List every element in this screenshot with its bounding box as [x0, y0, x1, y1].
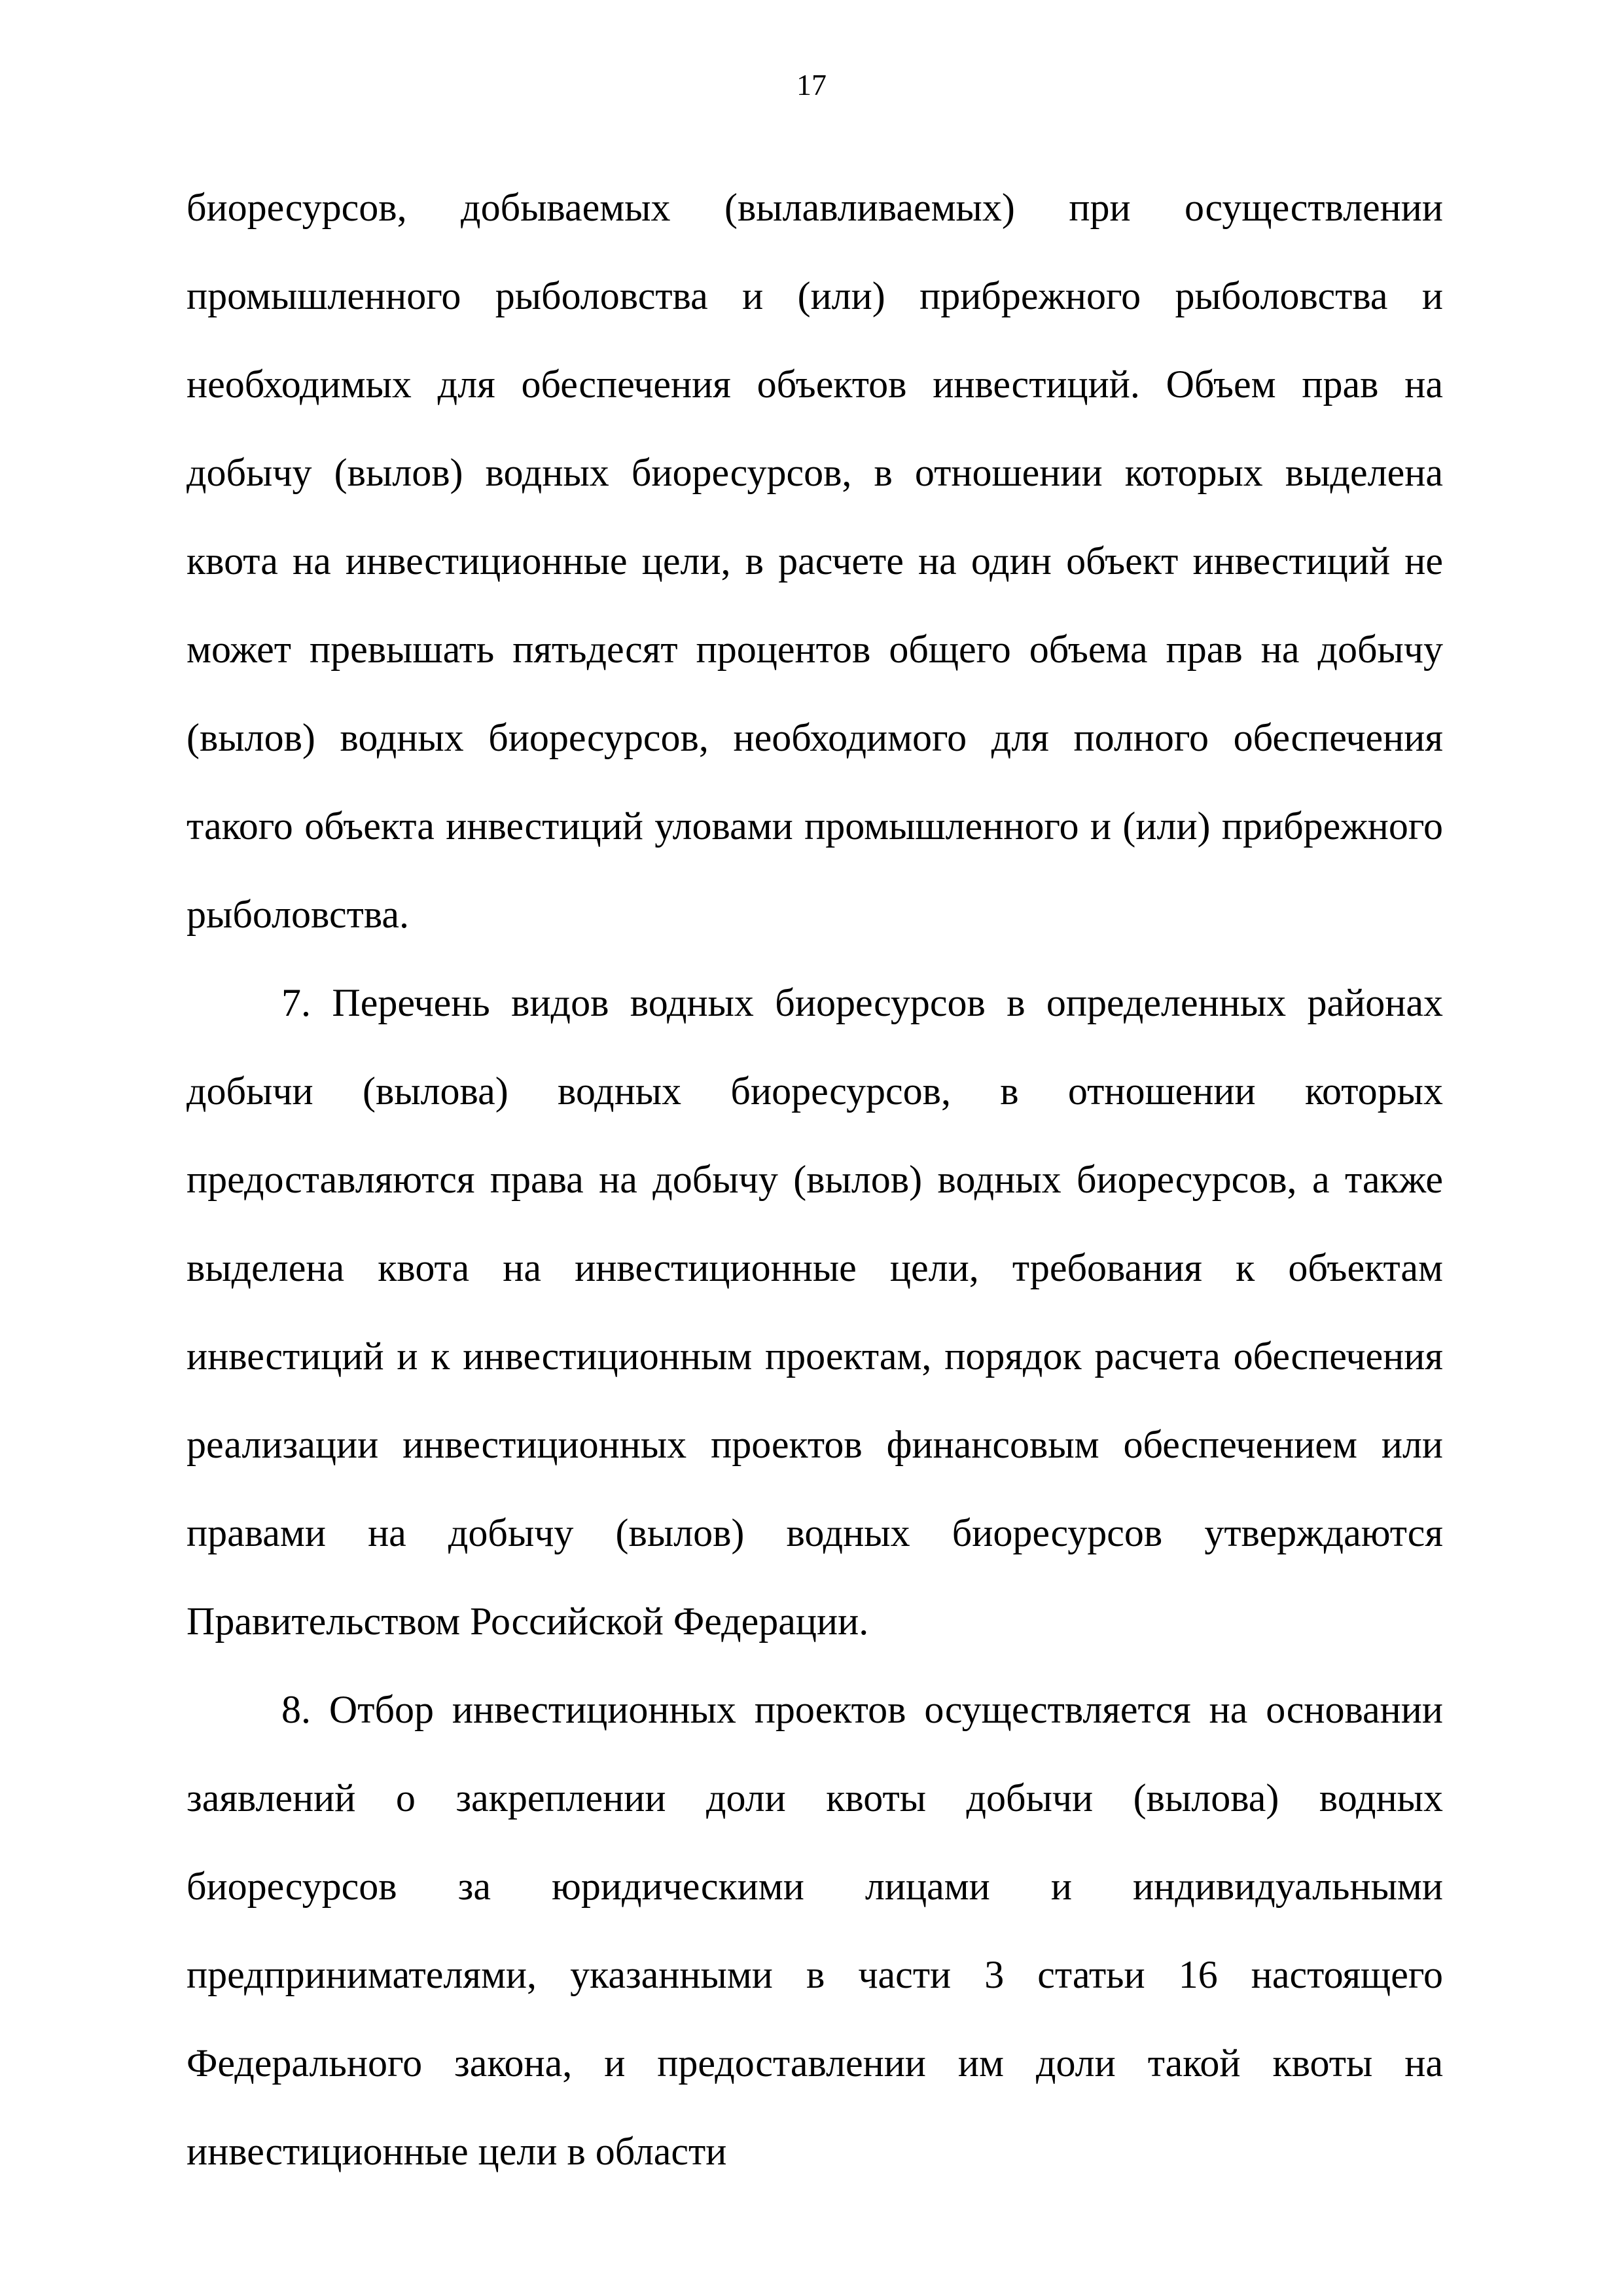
paragraph-number: 8.: [281, 1688, 311, 1731]
paragraph-text: Перечень видов водных биоресурсов в определенных районах добычи (вылова) водных биоресурсов, в отношении которых предоставляются права на добычу (вылов) водных биоресурсов, а также выделена квота на инвестиционные цели, требования к объектам инвестиций и к инвестиционным проектам, порядок расчета обеспечения реализации инвестиционных проектов финансовым обеспечением или правами на добычу (вылов) водных биоресурсов утверждаются Правительством Российской Федерации.: [187, 981, 1443, 1643]
paragraph-item-8: [187, 1666, 1443, 2196]
paragraph-number: 7.: [281, 981, 311, 1024]
document-body: [187, 164, 1443, 2196]
page-number: 17: [796, 68, 827, 101]
paragraph-item-7: [187, 959, 1443, 1666]
paragraph-text: биоресурсов, добываемых (вылавливаемых) при осуществлении промышленного рыболовства и (или) прибрежного рыболовства и необходимых для обеспечения объектов инвестиций. Объем прав на добычу (вылов) водных биоресурсов, в отношении которых выделена квота на инвестиционные цели, в расчете на один объект инвестиций не может превышать пятьдесят процентов общего объема прав на добычу (вылов) водных биоресурсов, необходимого для полного обеспечения такого объекта инвестиций уловами промышленного и (или) прибрежного рыболовства.: [187, 186, 1443, 936]
paragraph-continuation: [187, 164, 1443, 959]
paragraph-text: Отбор инвестиционных проектов осуществляется на основании заявлений о закреплении доли квоты добычи (вылова) водных биоресурсов за юридическими лицами и индивидуальными предпринимателями, указанными в части 3 статьи 16 настоящего Федерального закона, и предоставлении им доли такой квоты на инвестиционные цели в области: [187, 1688, 1444, 2173]
